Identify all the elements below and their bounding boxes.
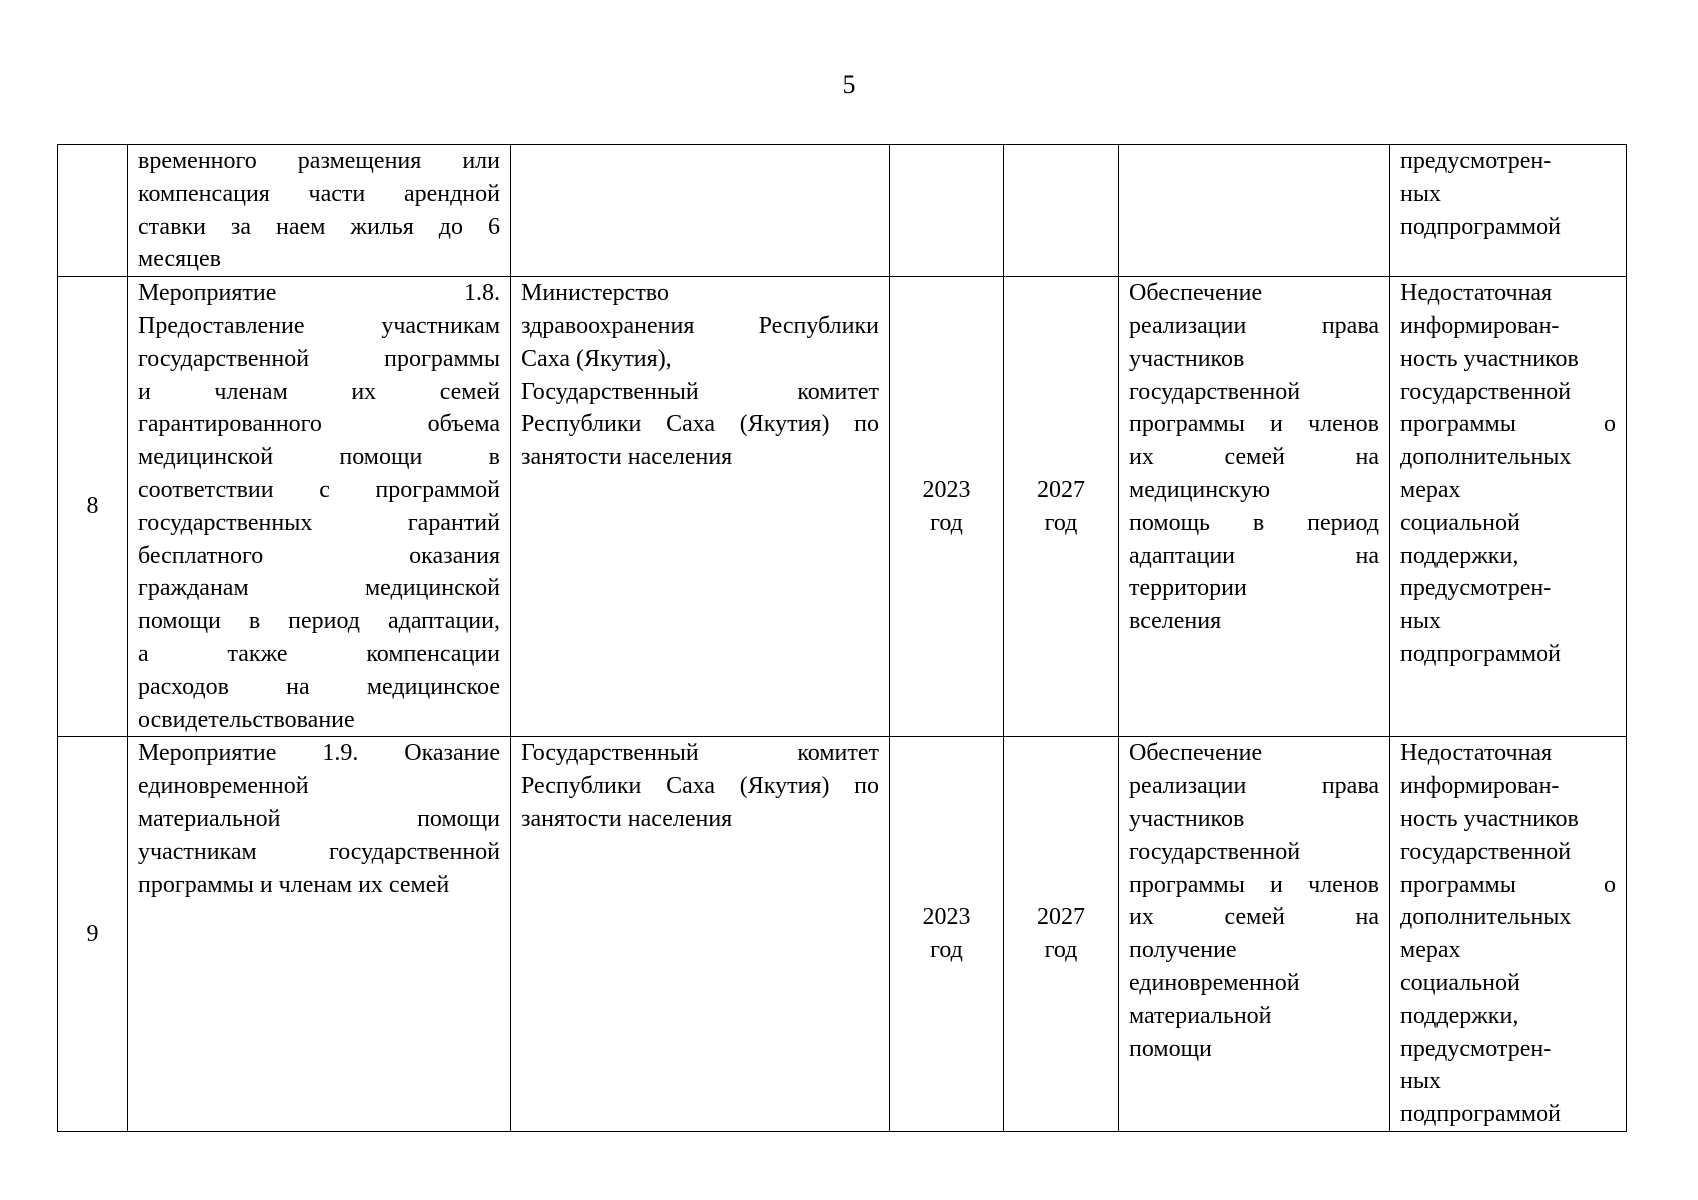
text-line: Министерство [521, 280, 669, 307]
text-line: материальной помощи [138, 805, 500, 832]
text-line: временного размещения или [138, 148, 500, 174]
text-line: медицинскую [1129, 476, 1271, 503]
text-line: программы и членам их семей [138, 871, 450, 898]
text-line: реализации права [1129, 773, 1379, 800]
event-cell [128, 737, 511, 1132]
text-line: гражданам медицинской [138, 575, 500, 602]
end-year: 2027 [1037, 904, 1085, 931]
row-number-cell [58, 737, 128, 1132]
table-row [58, 277, 1627, 737]
text-line: месяцев [138, 246, 221, 273]
text-line: помощь в период [1129, 509, 1379, 536]
text-line: Обеспечение [1129, 740, 1263, 767]
text-line: предусмотрен- [1400, 1035, 1552, 1062]
executor-cell [511, 737, 890, 1132]
text-line: Предоставление участникам [138, 312, 500, 339]
text-line: участникам государственной [138, 838, 500, 865]
text-line: расходов на медицинское [138, 673, 500, 700]
end-year-cell [1004, 145, 1119, 277]
text-line: Республики Саха (Якутия) по [521, 773, 879, 800]
text-line: участников [1129, 345, 1245, 372]
text-line: предусмотрен- [1400, 148, 1552, 174]
start-year-cell [890, 145, 1004, 277]
start-year: 2023 [922, 904, 971, 931]
text-line: Республики Саха (Якутия) по [521, 411, 879, 438]
text-line: мерах [1400, 476, 1461, 503]
text-line: медицинской помощи в [138, 444, 500, 471]
text-line: Государственный комитет [521, 378, 879, 405]
text-line: и членам их семей [138, 378, 500, 405]
row-number-cell [58, 277, 128, 737]
text-line: государственной [1400, 378, 1572, 405]
end-year-unit: год [1044, 509, 1078, 536]
text-line: социальной [1400, 509, 1520, 536]
result-cell [1119, 145, 1390, 277]
text-line: соответствии с программой [138, 476, 500, 503]
text-line: единовременной [1129, 969, 1300, 996]
end-year-unit: год [1044, 937, 1078, 964]
executor-cell [511, 145, 890, 277]
text-line: государственных гарантий [138, 509, 500, 536]
start-year-unit: год [930, 509, 963, 536]
text-line: ных [1400, 180, 1441, 207]
text-line: их семей на [1129, 904, 1379, 931]
start-year: 2023 [922, 476, 971, 503]
text-line: государственной [1129, 838, 1301, 865]
text-line: государственной [1129, 378, 1301, 405]
text-line: их семей на [1129, 444, 1379, 471]
result-cell [1119, 737, 1390, 1132]
text-line: дополнительных [1400, 444, 1572, 471]
table-row [58, 737, 1627, 1132]
start-year-unit: год [930, 937, 963, 964]
text-line: получение [1129, 937, 1237, 964]
text-line: адаптации на [1129, 542, 1379, 569]
text-line: подпрограммой [1400, 213, 1561, 240]
text-line: предусмотрен- [1400, 575, 1552, 602]
executor-cell [511, 277, 890, 737]
text-line: государственной программы [138, 345, 500, 372]
text-line: Недостаточная [1400, 740, 1553, 767]
text-line: ных [1400, 1068, 1441, 1095]
risk-cell [1390, 277, 1627, 737]
measures-table [57, 144, 1627, 1132]
text-line: территории [1129, 575, 1247, 602]
text-line: участников [1129, 805, 1245, 832]
text-line: ность участников [1400, 805, 1579, 832]
text-line: поддержки, [1400, 1002, 1519, 1029]
text-line: единовременной [138, 773, 309, 800]
end-year-cell [1004, 737, 1119, 1132]
page-number: 5 [842, 70, 856, 99]
text-line: вселения [1129, 608, 1222, 635]
text-line: ных [1400, 608, 1441, 635]
end-year: 2027 [1037, 476, 1085, 503]
text-line: поддержки, [1400, 542, 1519, 569]
text-line: государственной [1400, 838, 1572, 865]
row-number-cell [58, 145, 128, 277]
text-line: а также компенсации [138, 640, 500, 667]
text-line: Мероприятие 1.8. [138, 280, 500, 307]
text-line: информирован- [1400, 773, 1560, 800]
text-line: программы и членов [1129, 871, 1379, 898]
event-cell [128, 145, 511, 277]
row-number: 8 [86, 493, 99, 520]
risk-cell [1390, 145, 1627, 277]
table-row [58, 145, 1627, 277]
text-line: дополнительных [1400, 904, 1572, 931]
result-cell [1119, 277, 1390, 737]
start-year-cell [890, 277, 1004, 737]
text-line: ставки за наем жилья до 6 [138, 213, 500, 240]
text-line: гарантированного объема [138, 411, 500, 438]
text-line: бесплатного оказания [138, 542, 500, 569]
text-line: материальной [1129, 1002, 1272, 1029]
text-line: Государственный комитет [521, 740, 879, 767]
text-line: ность участников [1400, 345, 1579, 372]
end-year-cell [1004, 277, 1119, 737]
risk-cell [1390, 737, 1627, 1132]
text-line: здравоохранения Республики [521, 312, 879, 339]
text-line: Обеспечение [1129, 280, 1263, 307]
text-line: программы и членов [1129, 411, 1379, 438]
text-line: мерах [1400, 937, 1461, 964]
text-line: Мероприятие 1.9. Оказание [138, 740, 500, 767]
text-line: Саха (Якутия), [521, 345, 672, 372]
text-line: Недостаточная [1400, 280, 1553, 307]
event-cell [128, 277, 511, 737]
text-line: информирован- [1400, 312, 1560, 339]
text-line: освидетельствование [138, 706, 355, 733]
text-line: подпрограммой [1400, 1101, 1561, 1128]
text-line: социальной [1400, 969, 1520, 996]
row-number: 9 [86, 920, 99, 947]
text-line: помощи [1129, 1035, 1212, 1062]
text-line: занятости населения [521, 805, 733, 832]
text-line: подпрограммой [1400, 640, 1561, 667]
text-line: программы о [1400, 411, 1616, 438]
text-line: помощи в период адаптации, [138, 608, 500, 635]
text-line: программы о [1400, 871, 1616, 898]
text-line: компенсация части арендной [138, 180, 500, 207]
start-year-cell [890, 737, 1004, 1132]
text-line: занятости населения [521, 444, 733, 471]
text-line: реализации права [1129, 312, 1379, 339]
